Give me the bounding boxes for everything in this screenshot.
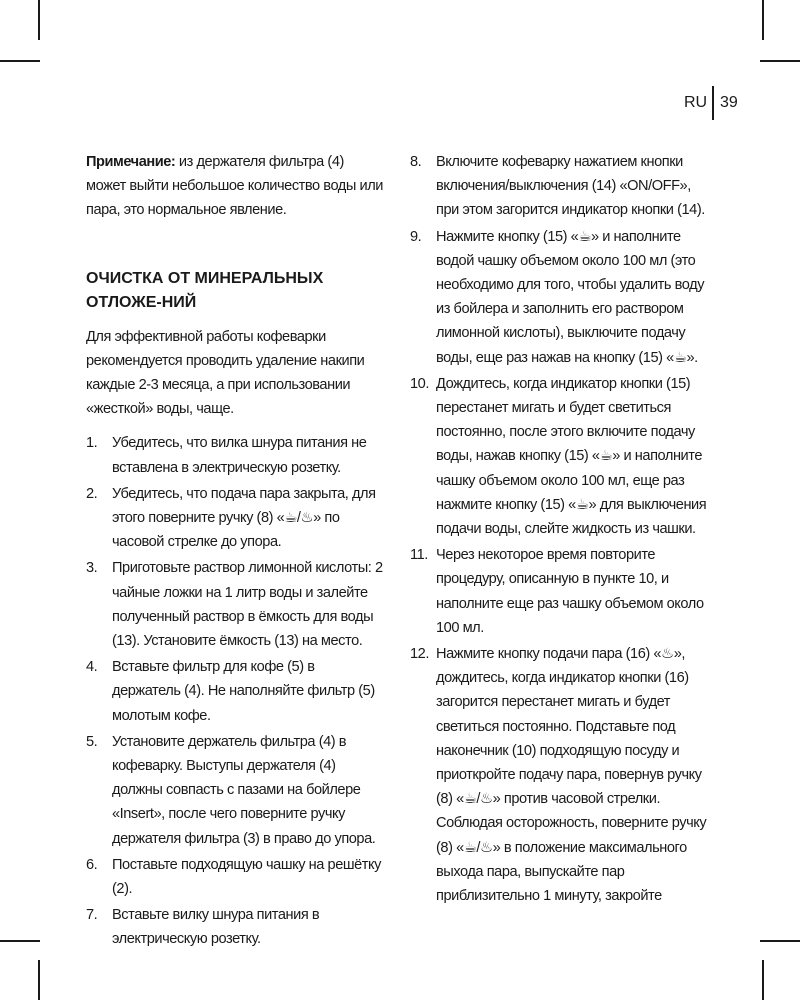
- step-text: Вставьте фильтр для кофе (5) в держатель (4). Не наполняйте фильтр (5) молотым кофе.: [112, 659, 375, 724]
- step-text: Нажмите кнопку подачи пара (16) «♨», дождитесь, когда индикатор кнопки (16) загорится перестанет мигать и будет светиться постоянно. Подставьте под наконечник (10) подходящую посуду и приоткройте подачу пара, повернув ручку (8) «☕/♨» против часовой стрелки. Соблюдая осторожность, поверните ручку (8) «☕/♨» в положение максимального выхода пара, выпускайте пар приблизительно 1 минуту, закройте: [436, 646, 707, 905]
- list-item: [86, 482, 386, 555]
- step-number: 10.: [410, 375, 429, 392]
- list-item: [86, 903, 386, 951]
- list-item: [86, 853, 386, 901]
- step-number: 3.: [86, 560, 98, 577]
- step-number: 6.: [86, 856, 98, 873]
- step-number: 12.: [410, 646, 429, 663]
- crop-mark: [38, 960, 40, 1000]
- step-number: 7.: [86, 907, 98, 924]
- step-number: 9.: [410, 228, 422, 245]
- left-column: [86, 150, 386, 954]
- note-paragraph: [86, 150, 386, 223]
- step-text: Поставьте подходящую чашку на решётку (2).: [112, 856, 381, 898]
- list-item: [86, 556, 386, 653]
- header-divider: [712, 86, 714, 120]
- steps-list-right: [410, 150, 715, 908]
- step-text: Убедитесь, что подача пара закрыта, для этого поверните ручку (8) «☕/♨» по часовой стрелке до упора.: [112, 485, 376, 551]
- step-text: Дождитесь, когда индикатор кнопки (15) перестанет мигать и будет светиться постоянно, после этого включите подачу воды, нажав кнопку (15) «☕» и наполните чашку объемом около 100 мл, еще раз нажмите кнопку (15) «☕» для выключения подачи воды, слейте жидкость из чашки.: [436, 375, 707, 538]
- crop-mark: [762, 0, 764, 40]
- list-item: [410, 225, 715, 370]
- list-item: [86, 431, 386, 479]
- note-text: из держателя фильтра (4) может выйти небольшое количество воды или пара, это нормальное явление.: [86, 154, 383, 219]
- step-number: 5.: [86, 733, 98, 750]
- crop-mark: [38, 0, 40, 40]
- step-number: 2.: [86, 485, 98, 502]
- step-number: 11.: [410, 547, 428, 564]
- step-text: Через некоторое время повторите процедуру, описанную в пункте 10, и наполните еще раз чашку объемом около 100 мл.: [436, 547, 704, 636]
- list-item: [86, 730, 386, 851]
- list-item: [410, 543, 715, 640]
- step-number: 8.: [410, 154, 422, 170]
- language-code: RU: [684, 94, 708, 111]
- list-item: [410, 150, 715, 223]
- step-text: Включите кофеварку нажатием кнопки включения/выключения (14) «ON/OFF», при этом загорится индикатор кнопки (14).: [436, 154, 705, 219]
- step-text: Убедитесь, что вилка шнура питания не вставлена в электрическую розетку.: [112, 435, 367, 476]
- intro-paragraph: Для эффективной работы кофеварки рекомендуется проводить удаление накипи каждые 2-3 месяца, а при использовании «жесткой» воды, чаще.: [86, 328, 365, 418]
- note-label: Примечание:: [86, 154, 176, 170]
- list-item: [86, 655, 386, 728]
- section-heading: ОЧИСТКА ОТ МИНЕРАЛЬНЫХ ОТЛОЖЕ-НИЙ: [86, 269, 324, 311]
- crop-mark: [0, 940, 40, 942]
- crop-mark: [760, 940, 800, 942]
- crop-mark: [0, 60, 40, 62]
- step-text: Нажмите кнопку (15) «☕» и наполните водой чашку объемом около 100 мл (это необходимо для того, чтобы удалить воду из бойлера и заполнить его раствором лимонной кислоты), выключите подачу воды, еще раз нажав на кнопку (15) «☕».: [436, 228, 705, 366]
- list-item: [410, 372, 715, 541]
- crop-mark: [760, 60, 800, 62]
- step-number: 4.: [86, 659, 98, 676]
- page-number: 39: [720, 94, 738, 111]
- list-item: [410, 642, 715, 908]
- crop-mark: [762, 960, 764, 1000]
- step-text: Приготовьте раствор лимонной кислоты: 2 чайные ложки на 1 литр воды и залейте полученный раствор в ёмкость для воды (13). Установите ёмкость (13) на место.: [112, 560, 383, 650]
- right-column: [410, 150, 715, 910]
- step-text: Вставьте вилку шнура питания в электрическую розетку.: [112, 907, 320, 948]
- steps-list-left: [86, 431, 386, 951]
- step-text: Установите держатель фильтра (4) в кофеварку. Выступы держателя (4) должны совпасть с пазами на бойлере «Insert», после чего поверните ручку держателя фильтра (3) в право до упора.: [112, 733, 376, 847]
- step-number: 1.: [86, 435, 98, 452]
